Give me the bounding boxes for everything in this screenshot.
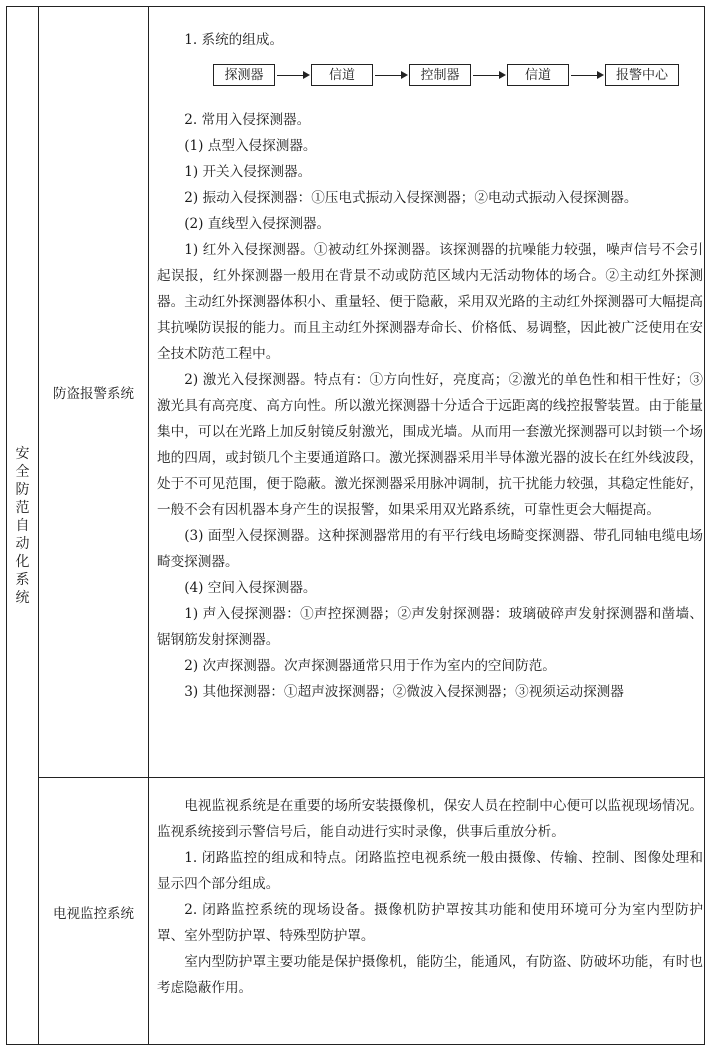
section-title-burglar-alarm: 防盗报警系统 bbox=[53, 386, 134, 402]
flow-arrow bbox=[569, 64, 605, 86]
content-table bbox=[6, 6, 705, 1045]
paragraph: 室内型防护罩主要功能是保护摄像机，能防尘，能通风，有防盗、防破坏功能，有时也考虑隐蔽作用。 bbox=[157, 954, 703, 996]
flow-box-channel: 信道 bbox=[507, 64, 569, 86]
paragraph: 1) 开关入侵探测器。 bbox=[184, 164, 312, 180]
paragraph: 1) 声入侵探测器：①声控探测器；②声发射探测器：玻璃破碎声发射探测器和凿墙、锯钢筋发射探测器。 bbox=[157, 606, 703, 648]
paragraph: 2. 闭路监控系统的现场设备。摄像机防护罩按其功能和使用环境可分为室内型防护罩、室外型防护罩、特殊型防护罩。 bbox=[157, 902, 703, 944]
paragraph: 2) 激光入侵探测器。特点有：①方向性好，亮度高；②激光的单色性和相干性好；③激光具有高亮度、高方向性。所以激光探测器十分适合于远距离的线控报警装置。由于能量集中，可以在光路上加反射镜反射激光，围成光墙。从而用一套激光探测器可以封锁一个场地的四周，或封锁几个主要通道路口。激光探测器采用半导体激光器的波长在红外线波段，处于不可见范围，便于隐蔽。激光探测器采用脉冲调制，抗干扰能力较强，其稳定性能好，一般不会有因机器本身产生的误报警，如果采用双光路系统，可靠性更会大幅提高。 bbox=[157, 372, 703, 518]
paragraph: 3) 其他探测器：①超声波探测器；②微波入侵探测器；③视须运动探测器 bbox=[184, 684, 624, 700]
category-cell bbox=[7, 7, 38, 1044]
paragraph: 1. 闭路监控的组成和特点。闭路监控电视系统一般由摄像、传输、控制、图像处理和显示四个部分组成。 bbox=[157, 850, 703, 892]
paragraph: (2) 直线型入侵探测器。 bbox=[184, 216, 331, 232]
column-divider bbox=[148, 7, 149, 1044]
system-flow-diagram bbox=[213, 55, 703, 95]
flow-box-detector: 探测器 bbox=[213, 64, 275, 86]
paragraph: 2. 常用入侵探测器。 bbox=[184, 112, 311, 128]
section-title-cell bbox=[39, 7, 148, 777]
category-label: 安全防范自动化系统 bbox=[15, 445, 30, 606]
paragraph: (4) 空间入侵探测器。 bbox=[184, 580, 317, 596]
section-title-cell bbox=[39, 778, 148, 1046]
paragraph: 电视监视系统是在重要的场所安装摄像机，保安人员在控制中心便可以监视现场情况。监视系统接到示警信号后，能自动进行实时录像，供事后重放分析。 bbox=[157, 798, 703, 840]
section-content-cctv bbox=[157, 793, 703, 1001]
section-content-burglar-alarm bbox=[157, 27, 703, 705]
flow-box-channel: 信道 bbox=[311, 64, 373, 86]
paragraph: (3) 面型入侵探测器。这种探测器常用的有平行线电场畸变探测器、带孔同轴电缆电场畸变探测器。 bbox=[157, 528, 703, 570]
paragraph: 2) 振动入侵探测器：①压电式振动入侵探测器；②电动式振动入侵探测器。 bbox=[184, 190, 638, 206]
paragraph: (1) 点型入侵探测器。 bbox=[184, 138, 317, 154]
flow-arrow bbox=[275, 64, 311, 86]
flow-arrow bbox=[373, 64, 409, 86]
paragraph: 1. 系统的组成。 bbox=[184, 32, 284, 48]
flow-box-alarm-center: 报警中心 bbox=[605, 64, 679, 86]
paragraph: 1) 红外入侵探测器。①被动红外探测器。该探测器的抗噪能力较强，噪声信号不会引起误报，红外探测器一般用在背景不动或防范区域内无活动物体的场合。②主动红外探测器。主动红外探测器体积小、重量轻、便于隐蔽，采用双光路的主动红外探测器可大幅提高其抗噪防误报的能力。而且主动红外探测器寿命长、价格低、易调整，因此被广泛使用在安全技术防范工程中。 bbox=[157, 242, 703, 362]
section-title-cctv: 电视监控系统 bbox=[53, 906, 134, 922]
paragraph: 2) 次声探测器。次声探测器通常只用于作为室内的空间防范。 bbox=[184, 658, 556, 674]
flow-box-controller: 控制器 bbox=[409, 64, 471, 86]
flow-arrow bbox=[471, 64, 507, 86]
